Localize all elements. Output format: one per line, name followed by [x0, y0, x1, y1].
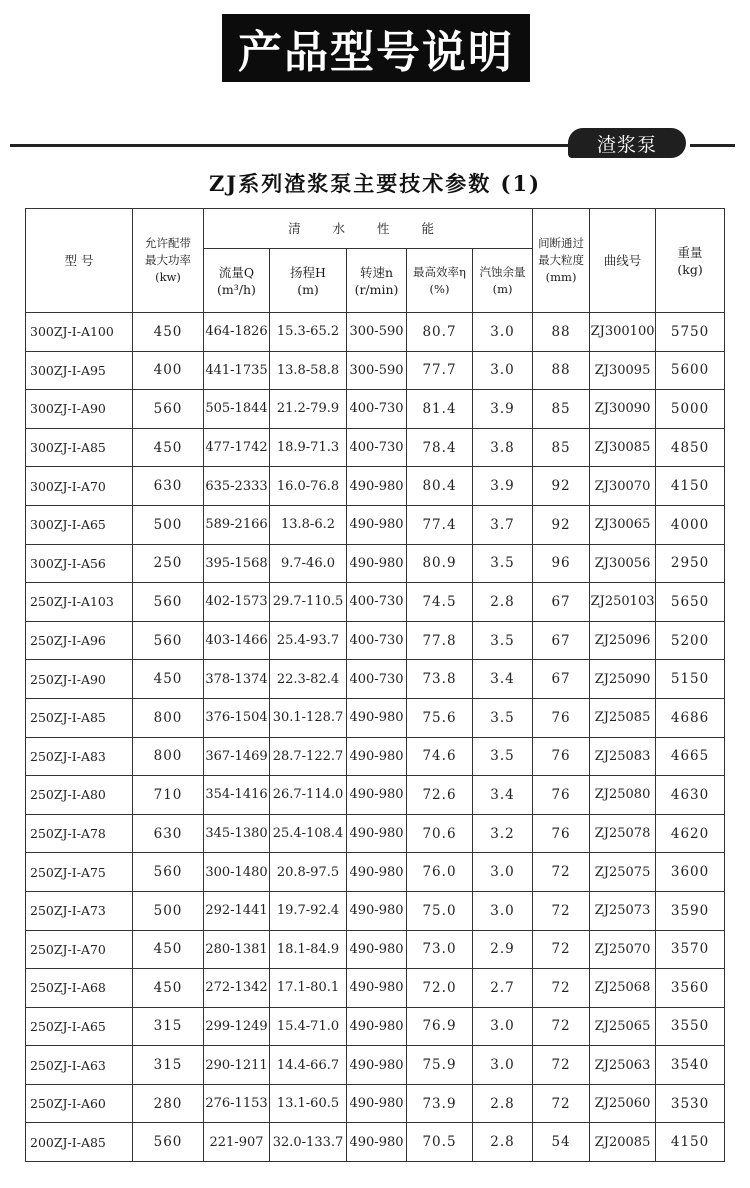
- cell-max-power: 450: [133, 660, 204, 699]
- cell-curve-no: ZJ25060: [590, 1084, 656, 1123]
- cell-head: 25.4-108.4: [270, 814, 347, 853]
- table-row: [26, 776, 725, 815]
- cell-efficiency: 75.0: [407, 891, 473, 930]
- cell-curve-no: ZJ30065: [590, 505, 656, 544]
- cell-curve-no: ZJ25065: [590, 1007, 656, 1046]
- cell-speed: 490-980: [347, 853, 407, 892]
- cell-npsh: 3.5: [473, 698, 533, 737]
- cell-speed: 490-980: [347, 969, 407, 1008]
- cell-particle-size: 72: [533, 1084, 590, 1123]
- cell-curve-no: ZJ25070: [590, 930, 656, 969]
- cell-particle-size: 76: [533, 776, 590, 815]
- cell-speed: 490-980: [347, 544, 407, 583]
- cell-curve-no: ZJ30056: [590, 544, 656, 583]
- cell-npsh: 3.0: [473, 1046, 533, 1085]
- table-row: [26, 698, 725, 737]
- table-row: [26, 1046, 725, 1085]
- cell-efficiency: 80.7: [407, 313, 473, 352]
- cell-npsh: 3.0: [473, 1007, 533, 1046]
- cell-speed: 490-980: [347, 891, 407, 930]
- cell-model: 250ZJ-I-A90: [26, 660, 133, 699]
- cell-curve-no: ZJ30085: [590, 428, 656, 467]
- table-row: [26, 969, 725, 1008]
- cell-flow: 402-1573: [204, 583, 270, 622]
- table-row: [26, 891, 725, 930]
- cell-particle-size: 67: [533, 660, 590, 699]
- cell-weight: 3550: [656, 1007, 725, 1046]
- cell-particle-size: 72: [533, 1007, 590, 1046]
- header-model: [26, 209, 133, 313]
- cell-flow: 290-1211: [204, 1046, 270, 1085]
- cell-curve-no: ZJ25078: [590, 814, 656, 853]
- table-row: [26, 351, 725, 390]
- cell-npsh: 3.0: [473, 313, 533, 352]
- cell-flow: 395-1568: [204, 544, 270, 583]
- header-head-unit: (m): [297, 281, 319, 297]
- cell-head: 19.7-92.4: [270, 891, 347, 930]
- cell-speed: 490-980: [347, 698, 407, 737]
- cell-speed: 490-980: [347, 930, 407, 969]
- cell-max-power: 500: [133, 505, 204, 544]
- cell-npsh: 3.0: [473, 351, 533, 390]
- cell-efficiency: 81.4: [407, 390, 473, 429]
- cell-weight: 4850: [656, 428, 725, 467]
- cell-head: 18.1-84.9: [270, 930, 347, 969]
- cell-particle-size: 67: [533, 621, 590, 660]
- cell-head: 29.7-110.5: [270, 583, 347, 622]
- header-power-line2: 最大功率: [145, 253, 191, 267]
- cell-max-power: 560: [133, 621, 204, 660]
- cell-curve-no: ZJ250103: [590, 583, 656, 622]
- cell-head: 13.8-6.2: [270, 505, 347, 544]
- cell-max-power: 560: [133, 390, 204, 429]
- cell-head: 32.0-133.7: [270, 1123, 347, 1162]
- cell-head: 26.7-114.0: [270, 776, 347, 815]
- cell-flow: 345-1380: [204, 814, 270, 853]
- cell-head: 28.7-122.7: [270, 737, 347, 776]
- cell-curve-no: ZJ20085: [590, 1123, 656, 1162]
- cell-curve-no: ZJ25073: [590, 891, 656, 930]
- cell-npsh: 3.0: [473, 891, 533, 930]
- header-efficiency-unit: (%): [429, 281, 450, 296]
- cell-head: 30.1-128.7: [270, 698, 347, 737]
- table-row: [26, 1084, 725, 1123]
- cell-curve-no: ZJ30095: [590, 351, 656, 390]
- cell-model: 250ZJ-I-A103: [26, 583, 133, 622]
- table-row: [26, 505, 725, 544]
- cell-max-power: 560: [133, 853, 204, 892]
- cell-weight: 4665: [656, 737, 725, 776]
- cell-npsh: 3.9: [473, 390, 533, 429]
- cell-curve-no: ZJ25085: [590, 698, 656, 737]
- cell-max-power: 450: [133, 930, 204, 969]
- cell-weight: 4150: [656, 467, 725, 506]
- cell-weight: 5750: [656, 313, 725, 352]
- cell-head: 14.4-66.7: [270, 1046, 347, 1085]
- table-row: [26, 583, 725, 622]
- cell-particle-size: 76: [533, 814, 590, 853]
- cell-curve-no: ZJ30070: [590, 467, 656, 506]
- cell-speed: 490-980: [347, 737, 407, 776]
- cell-max-power: 800: [133, 698, 204, 737]
- cell-npsh: 3.4: [473, 660, 533, 699]
- cell-speed: 300-590: [347, 313, 407, 352]
- cell-particle-size: 72: [533, 1046, 590, 1085]
- cell-efficiency: 73.8: [407, 660, 473, 699]
- table-row: [26, 1007, 725, 1046]
- cell-weight: 3570: [656, 930, 725, 969]
- header-npsh-unit: (m): [492, 281, 513, 296]
- table-row: [26, 814, 725, 853]
- cell-head: 20.8-97.5: [270, 853, 347, 892]
- header-weight: [656, 209, 725, 313]
- header-npsh: [473, 249, 533, 313]
- cell-max-power: 710: [133, 776, 204, 815]
- cell-speed: 400-730: [347, 621, 407, 660]
- cell-flow: 403-1466: [204, 621, 270, 660]
- cell-weight: 4000: [656, 505, 725, 544]
- cell-flow: 376-1504: [204, 698, 270, 737]
- header-power-unit: (kw): [155, 270, 181, 284]
- cell-particle-size: 72: [533, 969, 590, 1008]
- cell-npsh: 3.4: [473, 776, 533, 815]
- cell-flow: 589-2166: [204, 505, 270, 544]
- cell-npsh: 3.5: [473, 621, 533, 660]
- table-row: [26, 930, 725, 969]
- header-model-label: 型 号: [64, 253, 94, 268]
- cell-efficiency: 74.6: [407, 737, 473, 776]
- cell-flow: 378-1374: [204, 660, 270, 699]
- cell-npsh: 2.9: [473, 930, 533, 969]
- cell-npsh: 3.5: [473, 544, 533, 583]
- cell-curve-no: ZJ300100: [590, 313, 656, 352]
- cell-particle-size: 92: [533, 505, 590, 544]
- cell-weight: 3560: [656, 969, 725, 1008]
- cell-model: 250ZJ-I-A75: [26, 853, 133, 892]
- table-row: [26, 737, 725, 776]
- cell-head: 25.4-93.7: [270, 621, 347, 660]
- cell-flow: 292-1441: [204, 891, 270, 930]
- table-row: [26, 467, 725, 506]
- cell-weight: 5000: [656, 390, 725, 429]
- cell-npsh: 3.7: [473, 505, 533, 544]
- cell-npsh: 2.8: [473, 1084, 533, 1123]
- header-efficiency-label: 最高效率η: [413, 264, 466, 279]
- cell-flow: 477-1742: [204, 428, 270, 467]
- header-particle: [533, 209, 590, 313]
- cell-max-power: 560: [133, 1123, 204, 1162]
- cell-speed: 400-730: [347, 583, 407, 622]
- cell-head: 18.9-71.3: [270, 428, 347, 467]
- cell-model: 300ZJ-I-A85: [26, 428, 133, 467]
- series-tag: 渣浆泵: [568, 128, 686, 158]
- cell-model: 250ZJ-I-A78: [26, 814, 133, 853]
- cell-model: 300ZJ-I-A70: [26, 467, 133, 506]
- cell-head: 13.1-60.5: [270, 1084, 347, 1123]
- cell-weight: 4150: [656, 1123, 725, 1162]
- header-power: [133, 209, 204, 313]
- cell-weight: 4630: [656, 776, 725, 815]
- cell-max-power: 800: [133, 737, 204, 776]
- header-head-label: 扬程H: [290, 264, 326, 280]
- cell-speed: 400-730: [347, 428, 407, 467]
- cell-particle-size: 85: [533, 428, 590, 467]
- header-npsh-label: 汽蚀余量: [479, 264, 526, 279]
- header-curve: [590, 209, 656, 313]
- table-row: [26, 313, 725, 352]
- cell-flow: 635-2333: [204, 467, 270, 506]
- cell-efficiency: 76.9: [407, 1007, 473, 1046]
- cell-efficiency: 73.9: [407, 1084, 473, 1123]
- cell-efficiency: 77.8: [407, 621, 473, 660]
- cell-efficiency: 74.5: [407, 583, 473, 622]
- table-row: [26, 853, 725, 892]
- cell-speed: 490-980: [347, 1084, 407, 1123]
- cell-efficiency: 80.9: [407, 544, 473, 583]
- cell-flow: 221-907: [204, 1123, 270, 1162]
- cell-model: 300ZJ-I-A100: [26, 313, 133, 352]
- header-head: [270, 249, 347, 313]
- header-particle-unit: (mm): [545, 270, 577, 284]
- cell-model: 250ZJ-I-A96: [26, 621, 133, 660]
- cell-particle-size: 54: [533, 1123, 590, 1162]
- cell-model: 300ZJ-I-A95: [26, 351, 133, 390]
- cell-head: 15.3-65.2: [270, 313, 347, 352]
- header-flow: [204, 249, 270, 313]
- header-rule-left: [10, 144, 570, 147]
- cell-weight: 2950: [656, 544, 725, 583]
- cell-particle-size: 67: [533, 583, 590, 622]
- header-flow-unit: (m³/h): [217, 281, 256, 297]
- cell-weight: 4620: [656, 814, 725, 853]
- cell-curve-no: ZJ25080: [590, 776, 656, 815]
- cell-speed: 490-980: [347, 1046, 407, 1085]
- cell-particle-size: 92: [533, 467, 590, 506]
- cell-npsh: 3.8: [473, 428, 533, 467]
- header-particle-line2: 最大粒度: [538, 253, 585, 267]
- cell-max-power: 315: [133, 1007, 204, 1046]
- cell-flow: 354-1416: [204, 776, 270, 815]
- cell-weight: 4686: [656, 698, 725, 737]
- cell-model: 300ZJ-I-A56: [26, 544, 133, 583]
- header-particle-line1: 间断通过: [538, 236, 585, 250]
- cell-model: 250ZJ-I-A60: [26, 1084, 133, 1123]
- header-speed: [347, 249, 407, 313]
- table-row: [26, 544, 725, 583]
- cell-speed: 300-590: [347, 351, 407, 390]
- cell-weight: 3540: [656, 1046, 725, 1085]
- cell-particle-size: 72: [533, 891, 590, 930]
- cell-speed: 400-730: [347, 660, 407, 699]
- cell-max-power: 630: [133, 814, 204, 853]
- cell-speed: 490-980: [347, 1007, 407, 1046]
- cell-speed: 490-980: [347, 776, 407, 815]
- header-weight-label: 重量: [677, 244, 703, 260]
- header-efficiency: [407, 249, 473, 313]
- cell-npsh: 2.8: [473, 583, 533, 622]
- cell-npsh: 3.9: [473, 467, 533, 506]
- cell-npsh: 2.8: [473, 1123, 533, 1162]
- cell-head: 13.8-58.8: [270, 351, 347, 390]
- cell-max-power: 250: [133, 544, 204, 583]
- cell-max-power: 560: [133, 583, 204, 622]
- cell-speed: 400-730: [347, 390, 407, 429]
- cell-curve-no: ZJ25096: [590, 621, 656, 660]
- cell-model: 250ZJ-I-A85: [26, 698, 133, 737]
- document-title: ZJ系列渣浆泵主要技术参数 (1): [208, 171, 542, 196]
- cell-particle-size: 88: [533, 351, 590, 390]
- cell-head: 15.4-71.0: [270, 1007, 347, 1046]
- cell-flow: 280-1381: [204, 930, 270, 969]
- cell-speed: 490-980: [347, 467, 407, 506]
- cell-speed: 490-980: [347, 814, 407, 853]
- cell-efficiency: 75.6: [407, 698, 473, 737]
- cell-particle-size: 72: [533, 930, 590, 969]
- cell-model: 200ZJ-I-A85: [26, 1123, 133, 1162]
- cell-weight: 3590: [656, 891, 725, 930]
- header-weight-unit: (kg): [677, 261, 703, 277]
- cell-efficiency: 80.4: [407, 467, 473, 506]
- cell-particle-size: 96: [533, 544, 590, 583]
- cell-particle-size: 76: [533, 698, 590, 737]
- cell-flow: 441-1735: [204, 351, 270, 390]
- cell-efficiency: 77.7: [407, 351, 473, 390]
- spec-table: [25, 208, 725, 1162]
- cell-efficiency: 73.0: [407, 930, 473, 969]
- cell-weight: 5150: [656, 660, 725, 699]
- cell-weight: 5600: [656, 351, 725, 390]
- cell-flow: 300-1480: [204, 853, 270, 892]
- cell-model: 250ZJ-I-A68: [26, 969, 133, 1008]
- cell-model: 250ZJ-I-A80: [26, 776, 133, 815]
- cell-model: 300ZJ-I-A65: [26, 505, 133, 544]
- header-clear-water-label: 清 水 性 能: [288, 221, 448, 236]
- cell-flow: 272-1342: [204, 969, 270, 1008]
- cell-npsh: 3.2: [473, 814, 533, 853]
- cell-particle-size: 72: [533, 853, 590, 892]
- cell-model: 250ZJ-I-A65: [26, 1007, 133, 1046]
- cell-max-power: 315: [133, 1046, 204, 1085]
- cell-max-power: 450: [133, 969, 204, 1008]
- cell-weight: 5650: [656, 583, 725, 622]
- cell-flow: 505-1844: [204, 390, 270, 429]
- cell-npsh: 2.7: [473, 969, 533, 1008]
- cell-model: 250ZJ-I-A70: [26, 930, 133, 969]
- cell-max-power: 450: [133, 313, 204, 352]
- header-speed-label: 转速n: [359, 264, 394, 280]
- cell-efficiency: 70.5: [407, 1123, 473, 1162]
- cell-curve-no: ZJ25075: [590, 853, 656, 892]
- cell-model: 250ZJ-I-A83: [26, 737, 133, 776]
- cell-flow: 367-1469: [204, 737, 270, 776]
- table-row: [26, 428, 725, 467]
- cell-model: 250ZJ-I-A63: [26, 1046, 133, 1085]
- cell-curve-no: ZJ25083: [590, 737, 656, 776]
- cell-head: 16.0-76.8: [270, 467, 347, 506]
- cell-curve-no: ZJ30090: [590, 390, 656, 429]
- cell-max-power: 280: [133, 1084, 204, 1123]
- cell-curve-no: ZJ25068: [590, 969, 656, 1008]
- cell-curve-no: ZJ25063: [590, 1046, 656, 1085]
- cell-npsh: 3.5: [473, 737, 533, 776]
- cell-weight: 3530: [656, 1084, 725, 1123]
- cell-efficiency: 70.6: [407, 814, 473, 853]
- table-row: [26, 1123, 725, 1162]
- cell-head: 17.1-80.1: [270, 969, 347, 1008]
- table-row: [26, 390, 725, 429]
- cell-flow: 276-1153: [204, 1084, 270, 1123]
- cell-weight: 5200: [656, 621, 725, 660]
- cell-weight: 3600: [656, 853, 725, 892]
- cell-npsh: 3.0: [473, 853, 533, 892]
- header-power-line1: 允许配带: [145, 236, 191, 250]
- header-curve-label: 曲线号: [603, 253, 642, 268]
- cell-max-power: 630: [133, 467, 204, 506]
- cell-flow: 299-1249: [204, 1007, 270, 1046]
- cell-efficiency: 75.9: [407, 1046, 473, 1085]
- cell-max-power: 500: [133, 891, 204, 930]
- product-model-banner: 产品型号说明: [222, 14, 530, 82]
- cell-model: 300ZJ-I-A90: [26, 390, 133, 429]
- cell-particle-size: 88: [533, 313, 590, 352]
- cell-efficiency: 76.0: [407, 853, 473, 892]
- cell-max-power: 450: [133, 428, 204, 467]
- cell-efficiency: 72.0: [407, 969, 473, 1008]
- cell-curve-no: ZJ25090: [590, 660, 656, 699]
- header-flow-label: 流量Q: [218, 264, 255, 280]
- header-clear-water: [204, 209, 533, 249]
- cell-efficiency: 78.4: [407, 428, 473, 467]
- cell-head: 21.2-79.9: [270, 390, 347, 429]
- cell-head: 9.7-46.0: [270, 544, 347, 583]
- cell-speed: 490-980: [347, 1123, 407, 1162]
- cell-model: 250ZJ-I-A73: [26, 891, 133, 930]
- cell-efficiency: 77.4: [407, 505, 473, 544]
- cell-speed: 490-980: [347, 505, 407, 544]
- cell-efficiency: 72.6: [407, 776, 473, 815]
- cell-flow: 464-1826: [204, 313, 270, 352]
- header-rule-right: [690, 144, 735, 147]
- header-speed-unit: (r/min): [354, 281, 399, 297]
- cell-head: 22.3-82.4: [270, 660, 347, 699]
- table-row: [26, 660, 725, 699]
- spec-table-body: [26, 313, 725, 1162]
- cell-particle-size: 76: [533, 737, 590, 776]
- table-row: [26, 621, 725, 660]
- cell-particle-size: 85: [533, 390, 590, 429]
- cell-max-power: 400: [133, 351, 204, 390]
